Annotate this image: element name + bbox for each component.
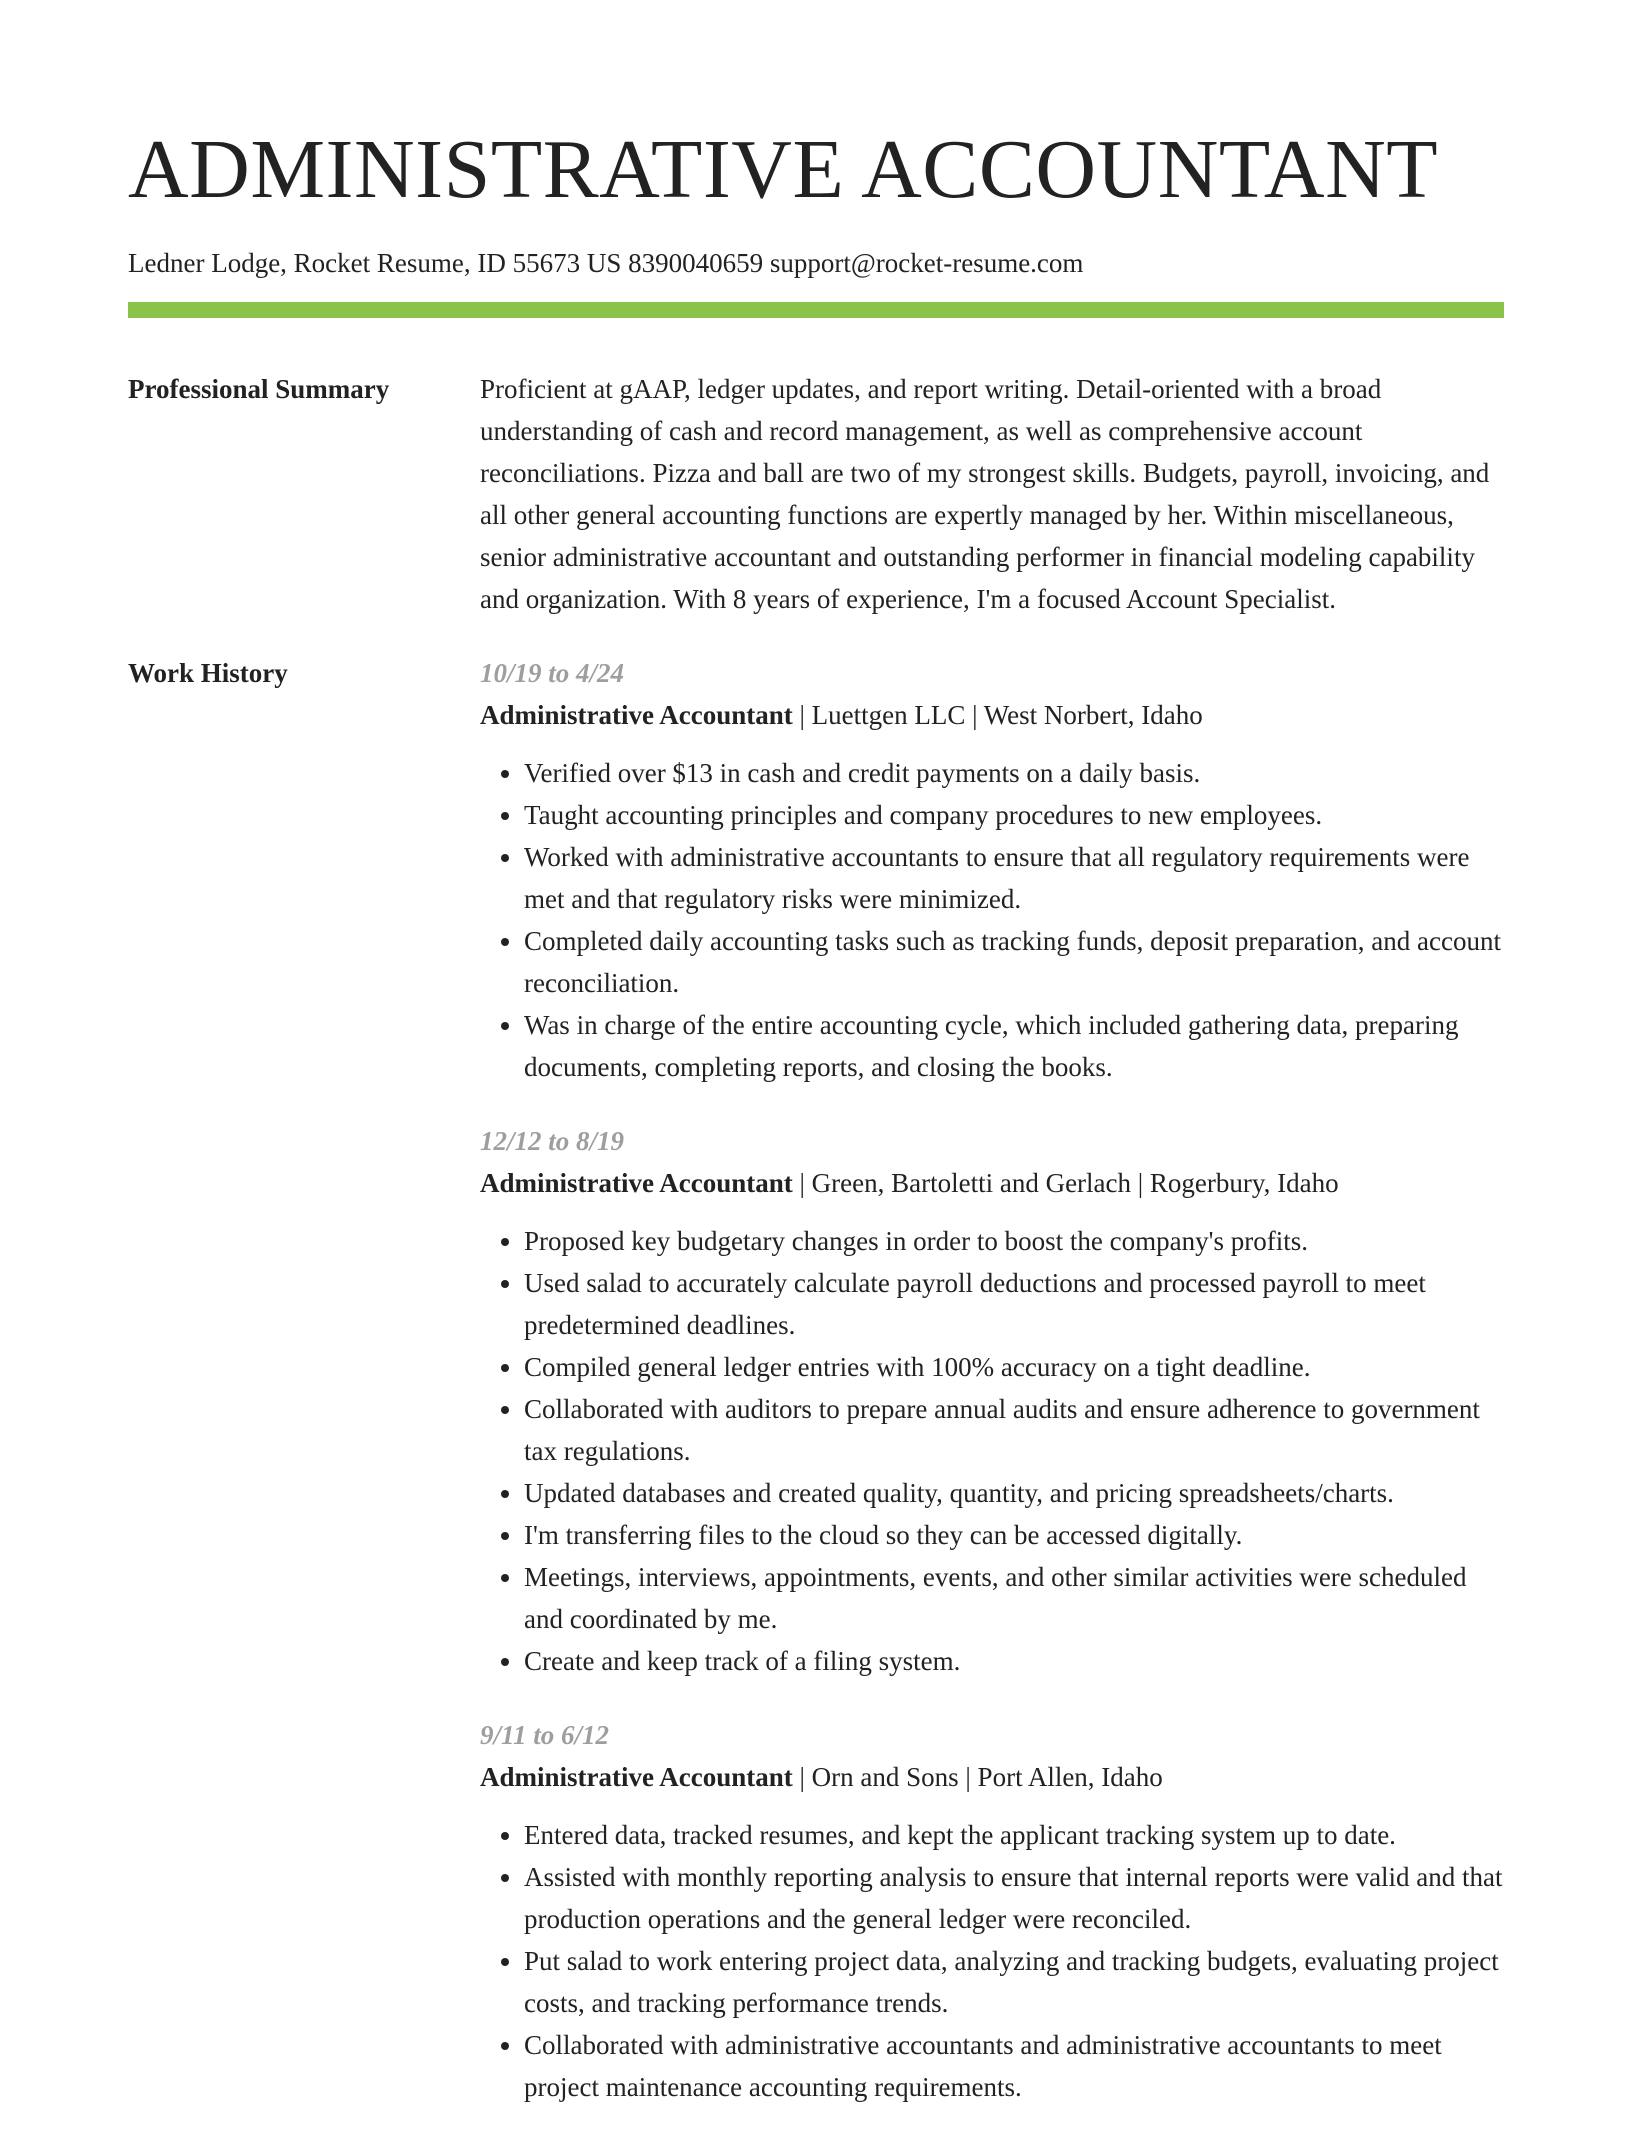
job-bullet: • Completed daily accounting tasks such as tracking funds, deposit preparation, and account reconciliation.: [524, 920, 1504, 1004]
job-date: 10/19 to 4/24: [480, 658, 625, 688]
job-title-line: [480, 694, 1504, 736]
professional-summary-section: [128, 368, 1504, 620]
job-bullet-list: [480, 1220, 1504, 1682]
job-date: 12/12 to 8/19: [480, 1126, 625, 1156]
job-bullet: • Put salad to work entering project data, analyzing and tracking budgets, evaluating project costs, and tracking performance trends.: [524, 1940, 1504, 2024]
job-title-line: [480, 1162, 1504, 1204]
job-bullet: • Meetings, interviews, appointments, events, and other similar activities were scheduled and coordinated by me.: [524, 1556, 1504, 1640]
job-date: 9/11 to 6/12: [480, 1720, 610, 1750]
job-bullet: • Entered data, tracked resumes, and kept the applicant tracking system up to date.: [524, 1814, 1504, 1856]
summary-text: Proficient at gAAP, ledger updates, and report writing. Detail-oriented with a broad understanding of cash and record management, as well as comprehensive account reconciliations. Pizza and ball are two of my strongest skills. Budgets, payroll, invoicing, and all other general accounting functions are expertly managed by her. Within miscellaneous, senior administrative accountant and outstanding performer in financial modeling capability and organization. With 8 years of experience, I'm a focused Account Specialist.: [480, 374, 1490, 614]
summary-body: [480, 368, 1504, 620]
job-bullet-list: [480, 1814, 1504, 2108]
job-title: Administrative Accountant: [480, 700, 793, 730]
accent-divider: [128, 302, 1504, 318]
job-company-location: | Luettgen LLC | West Norbert, Idaho: [792, 700, 1203, 730]
contact-line: Ledner Lodge, Rocket Resume, ID 55673 US 8390040659 support@rocket-resume.com: [128, 248, 1084, 278]
job-bullet: • Create and keep track of a filing system.: [524, 1640, 1504, 1682]
job-title-line: [480, 1756, 1504, 1798]
job-bullet-list: [480, 752, 1504, 1088]
job-bullet: • Collaborated with auditors to prepare annual audits and ensure adherence to government tax regulations.: [524, 1388, 1504, 1472]
job-entry: [480, 1714, 1504, 2108]
job-company-location: | Orn and Sons | Port Allen, Idaho: [792, 1762, 1163, 1792]
work-history-body: [480, 652, 1504, 2140]
job-bullet: • Collaborated with administrative accountants and administrative accountants to meet project maintenance accounting requirements.: [524, 2024, 1504, 2108]
job-bullet: • Proposed key budgetary changes in order to boost the company's profits.: [524, 1220, 1504, 1262]
job-entry: [480, 652, 1504, 1088]
section-label-summary: Professional Summary: [128, 374, 390, 404]
resume-page: [128, 0, 1504, 2140]
job-company-location: | Green, Bartoletti and Gerlach | Rogerbury, Idaho: [792, 1168, 1339, 1198]
job-bullet: • Was in charge of the entire accounting cycle, which included gathering data, preparing documents, completing reports, and closing the books.: [524, 1004, 1504, 1088]
job-entry: [480, 1120, 1504, 1682]
job-bullet: • Updated databases and created quality, quantity, and pricing spreadsheets/charts.: [524, 1472, 1504, 1514]
job-bullet: • Assisted with monthly reporting analysis to ensure that internal reports were valid and that production operations and the general ledger were reconciled.: [524, 1856, 1504, 1940]
resume-title: ADMINISTRATIVE ACCOUNTANT: [128, 123, 1439, 216]
job-title: Administrative Accountant: [480, 1168, 793, 1198]
job-bullet: • Used salad to accurately calculate payroll deductions and processed payroll to meet predetermined deadlines.: [524, 1262, 1504, 1346]
job-bullet: • I'm transferring files to the cloud so they can be accessed digitally.: [524, 1514, 1504, 1556]
job-bullet: • Worked with administrative accountants to ensure that all regulatory requirements were met and that regulatory risks were minimized.: [524, 836, 1504, 920]
work-history-section: [128, 652, 1504, 2140]
job-bullet: • Taught accounting principles and company procedures to new employees.: [524, 794, 1504, 836]
job-bullet: • Verified over $13 in cash and credit payments on a daily basis.: [524, 752, 1504, 794]
job-title: Administrative Accountant: [480, 1762, 793, 1792]
section-label-work: Work History: [128, 658, 288, 688]
job-bullet: • Compiled general ledger entries with 100% accuracy on a tight deadline.: [524, 1346, 1504, 1388]
